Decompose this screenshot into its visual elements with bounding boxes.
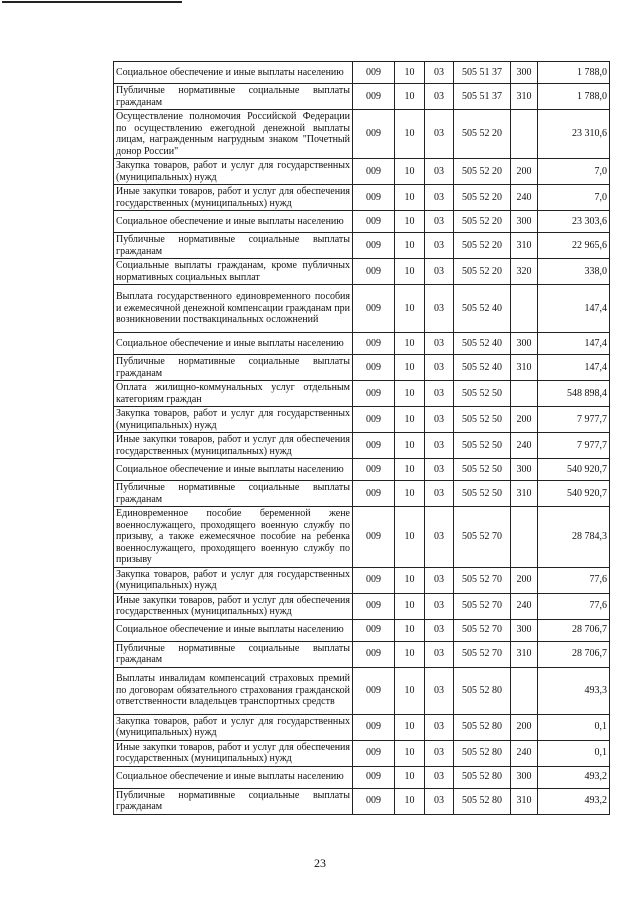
amount-cell: 548 898,4 bbox=[538, 381, 610, 407]
expense-type-code-cell bbox=[511, 667, 538, 714]
section-code-cell: 10 bbox=[395, 333, 425, 355]
subsection-code-cell: 03 bbox=[425, 185, 454, 211]
expense-type-code-cell: 300 bbox=[511, 766, 538, 788]
ved-code-cell: 009 bbox=[353, 381, 395, 407]
row-name-cell: Закупка товаров, работ и услуг для государственных (муниципальных) нужд bbox=[114, 159, 353, 185]
expense-type-code-cell: 200 bbox=[511, 407, 538, 433]
amount-cell: 1 788,0 bbox=[538, 62, 610, 84]
subsection-code-cell: 03 bbox=[425, 110, 454, 159]
table-row bbox=[114, 459, 610, 481]
row-name-cell: Публичные нормативные социальные выплаты гражданам bbox=[114, 481, 353, 507]
subsection-code-cell: 03 bbox=[425, 159, 454, 185]
expense-type-code-cell: 300 bbox=[511, 211, 538, 233]
section-code-cell: 10 bbox=[395, 285, 425, 333]
table-row bbox=[114, 62, 610, 84]
ved-code-cell: 009 bbox=[353, 740, 395, 766]
expense-type-code-cell: 300 bbox=[511, 62, 538, 84]
subsection-code-cell: 03 bbox=[425, 355, 454, 381]
row-name-cell: Иные закупки товаров, работ и услуг для обеспечения государственных (муниципальных) нужд bbox=[114, 593, 353, 619]
target-item-code-cell: 505 52 20 bbox=[454, 233, 511, 259]
table-row bbox=[114, 110, 610, 159]
table-row bbox=[114, 407, 610, 433]
section-code-cell: 10 bbox=[395, 667, 425, 714]
expense-type-code-cell: 240 bbox=[511, 185, 538, 211]
ved-code-cell: 009 bbox=[353, 333, 395, 355]
ved-code-cell: 009 bbox=[353, 211, 395, 233]
expense-type-code-cell: 300 bbox=[511, 619, 538, 641]
table-row bbox=[114, 641, 610, 667]
row-name-cell: Социальное обеспечение и иные выплаты населению bbox=[114, 459, 353, 481]
expense-type-code-cell: 310 bbox=[511, 481, 538, 507]
table-row bbox=[114, 355, 610, 381]
target-item-code-cell: 505 51 37 bbox=[454, 84, 511, 110]
expense-type-code-cell: 300 bbox=[511, 333, 538, 355]
ved-code-cell: 009 bbox=[353, 259, 395, 285]
subsection-code-cell: 03 bbox=[425, 766, 454, 788]
section-code-cell: 10 bbox=[395, 641, 425, 667]
row-name-cell: Иные закупки товаров, работ и услуг для обеспечения государственных (муниципальных) нужд bbox=[114, 433, 353, 459]
target-item-code-cell: 505 52 20 bbox=[454, 211, 511, 233]
section-code-cell: 10 bbox=[395, 233, 425, 259]
ved-code-cell: 009 bbox=[353, 714, 395, 740]
expense-type-code-cell bbox=[511, 285, 538, 333]
subsection-code-cell: 03 bbox=[425, 788, 454, 814]
section-code-cell: 10 bbox=[395, 714, 425, 740]
subsection-code-cell: 03 bbox=[425, 593, 454, 619]
table-row bbox=[114, 788, 610, 814]
subsection-code-cell: 03 bbox=[425, 714, 454, 740]
ved-code-cell: 009 bbox=[353, 593, 395, 619]
amount-cell: 493,3 bbox=[538, 667, 610, 714]
amount-cell: 28 784,3 bbox=[538, 507, 610, 568]
expense-type-code-cell bbox=[511, 381, 538, 407]
section-code-cell: 10 bbox=[395, 185, 425, 211]
target-item-code-cell: 505 52 20 bbox=[454, 110, 511, 159]
section-code-cell: 10 bbox=[395, 481, 425, 507]
table-row bbox=[114, 233, 610, 259]
page-number: 23 bbox=[314, 856, 326, 870]
ved-code-cell: 009 bbox=[353, 233, 395, 259]
subsection-code-cell: 03 bbox=[425, 333, 454, 355]
section-code-cell: 10 bbox=[395, 788, 425, 814]
section-code-cell: 10 bbox=[395, 593, 425, 619]
target-item-code-cell: 505 52 40 bbox=[454, 333, 511, 355]
target-item-code-cell: 505 52 20 bbox=[454, 259, 511, 285]
target-item-code-cell: 505 52 70 bbox=[454, 507, 511, 568]
subsection-code-cell: 03 bbox=[425, 481, 454, 507]
table-row bbox=[114, 159, 610, 185]
ved-code-cell: 009 bbox=[353, 788, 395, 814]
amount-cell: 493,2 bbox=[538, 766, 610, 788]
expense-type-code-cell: 240 bbox=[511, 740, 538, 766]
expense-type-code-cell: 240 bbox=[511, 433, 538, 459]
amount-cell: 338,0 bbox=[538, 259, 610, 285]
subsection-code-cell: 03 bbox=[425, 740, 454, 766]
table-row bbox=[114, 285, 610, 333]
row-name-cell: Социальное обеспечение и иные выплаты населению bbox=[114, 333, 353, 355]
amount-cell: 77,6 bbox=[538, 593, 610, 619]
table-row bbox=[114, 507, 610, 568]
row-name-cell: Социальное обеспечение и иные выплаты населению bbox=[114, 766, 353, 788]
amount-cell: 23 303,6 bbox=[538, 211, 610, 233]
table-row bbox=[114, 185, 610, 211]
subsection-code-cell: 03 bbox=[425, 62, 454, 84]
section-code-cell: 10 bbox=[395, 619, 425, 641]
section-code-cell: 10 bbox=[395, 355, 425, 381]
table-row bbox=[114, 619, 610, 641]
subsection-code-cell: 03 bbox=[425, 285, 454, 333]
target-item-code-cell: 505 52 50 bbox=[454, 381, 511, 407]
section-code-cell: 10 bbox=[395, 433, 425, 459]
table-body bbox=[114, 62, 610, 815]
amount-cell: 7,0 bbox=[538, 159, 610, 185]
table-row bbox=[114, 714, 610, 740]
amount-cell: 540 920,7 bbox=[538, 481, 610, 507]
amount-cell: 7 977,7 bbox=[538, 433, 610, 459]
expense-type-code-cell: 310 bbox=[511, 641, 538, 667]
section-code-cell: 10 bbox=[395, 211, 425, 233]
section-code-cell: 10 bbox=[395, 62, 425, 84]
ved-code-cell: 009 bbox=[353, 481, 395, 507]
row-name-cell: Иные закупки товаров, работ и услуг для обеспечения государственных (муниципальных) нужд bbox=[114, 740, 353, 766]
ved-code-cell: 009 bbox=[353, 667, 395, 714]
subsection-code-cell: 03 bbox=[425, 433, 454, 459]
table-row bbox=[114, 433, 610, 459]
table-row bbox=[114, 333, 610, 355]
subsection-code-cell: 03 bbox=[425, 507, 454, 568]
amount-cell: 147,4 bbox=[538, 285, 610, 333]
row-name-cell: Публичные нормативные социальные выплаты гражданам bbox=[114, 84, 353, 110]
row-name-cell: Закупка товаров, работ и услуг для государственных (муниципальных) нужд bbox=[114, 567, 353, 593]
row-name-cell: Социальное обеспечение и иные выплаты населению bbox=[114, 619, 353, 641]
expense-type-code-cell: 310 bbox=[511, 84, 538, 110]
row-name-cell: Выплата государственного единовременного пособия и ежемесячной денежной компенсации гражданам при возникновении поствакцинальных осложнений bbox=[114, 285, 353, 333]
ved-code-cell: 009 bbox=[353, 110, 395, 159]
row-name-cell: Публичные нормативные социальные выплаты гражданам bbox=[114, 355, 353, 381]
target-item-code-cell: 505 52 70 bbox=[454, 619, 511, 641]
amount-cell: 540 920,7 bbox=[538, 459, 610, 481]
table-row bbox=[114, 567, 610, 593]
expense-type-code-cell: 200 bbox=[511, 714, 538, 740]
target-item-code-cell: 505 52 80 bbox=[454, 667, 511, 714]
target-item-code-cell: 505 52 70 bbox=[454, 593, 511, 619]
ved-code-cell: 009 bbox=[353, 159, 395, 185]
section-code-cell: 10 bbox=[395, 84, 425, 110]
section-code-cell: 10 bbox=[395, 381, 425, 407]
ved-code-cell: 009 bbox=[353, 766, 395, 788]
ved-code-cell: 009 bbox=[353, 507, 395, 568]
subsection-code-cell: 03 bbox=[425, 233, 454, 259]
table-row bbox=[114, 381, 610, 407]
subsection-code-cell: 03 bbox=[425, 459, 454, 481]
subsection-code-cell: 03 bbox=[425, 567, 454, 593]
target-item-code-cell: 505 52 70 bbox=[454, 567, 511, 593]
section-code-cell: 10 bbox=[395, 567, 425, 593]
ved-code-cell: 009 bbox=[353, 619, 395, 641]
row-name-cell: Единовременное пособие беременной жене военнослужащего, проходящего военную службу по призыву, а также ежемесячное пособие на ребенка военнослужащего, проходящего военную службу по призыву bbox=[114, 507, 353, 568]
section-code-cell: 10 bbox=[395, 507, 425, 568]
target-item-code-cell: 505 52 80 bbox=[454, 766, 511, 788]
amount-cell: 28 706,7 bbox=[538, 619, 610, 641]
target-item-code-cell: 505 52 50 bbox=[454, 481, 511, 507]
ved-code-cell: 009 bbox=[353, 355, 395, 381]
row-name-cell: Социальное обеспечение и иные выплаты населению bbox=[114, 211, 353, 233]
subsection-code-cell: 03 bbox=[425, 84, 454, 110]
amount-cell: 23 310,6 bbox=[538, 110, 610, 159]
amount-cell: 0,1 bbox=[538, 714, 610, 740]
expense-type-code-cell: 310 bbox=[511, 788, 538, 814]
expense-type-code-cell bbox=[511, 507, 538, 568]
target-item-code-cell: 505 52 40 bbox=[454, 355, 511, 381]
target-item-code-cell: 505 52 80 bbox=[454, 788, 511, 814]
expense-type-code-cell bbox=[511, 110, 538, 159]
row-name-cell: Социальное обеспечение и иные выплаты населению bbox=[114, 62, 353, 84]
ved-code-cell: 009 bbox=[353, 641, 395, 667]
row-name-cell: Публичные нормативные социальные выплаты гражданам bbox=[114, 641, 353, 667]
expense-type-code-cell: 320 bbox=[511, 259, 538, 285]
target-item-code-cell: 505 52 20 bbox=[454, 159, 511, 185]
ved-code-cell: 009 bbox=[353, 185, 395, 211]
target-item-code-cell: 505 52 80 bbox=[454, 740, 511, 766]
table-row bbox=[114, 259, 610, 285]
ved-code-cell: 009 bbox=[353, 407, 395, 433]
row-name-cell: Иные закупки товаров, работ и услуг для обеспечения государственных (муниципальных) нужд bbox=[114, 185, 353, 211]
table-row bbox=[114, 84, 610, 110]
row-name-cell: Публичные нормативные социальные выплаты гражданам bbox=[114, 788, 353, 814]
row-name-cell: Выплаты инвалидам компенсаций страховых премий по договорам обязательного страхования гражданской ответственности владельцев транспортных средств bbox=[114, 667, 353, 714]
target-item-code-cell: 505 52 20 bbox=[454, 185, 511, 211]
top-rule bbox=[2, 1, 182, 3]
section-code-cell: 10 bbox=[395, 407, 425, 433]
budget-table bbox=[113, 61, 610, 815]
row-name-cell: Осуществление полномочия Российской Федерации по осуществлению ежегодной денежной выплаты лицам, награжденным нагрудным знаком "Почетный донор России" bbox=[114, 110, 353, 159]
ved-code-cell: 009 bbox=[353, 62, 395, 84]
section-code-cell: 10 bbox=[395, 459, 425, 481]
expense-type-code-cell: 310 bbox=[511, 233, 538, 259]
expense-type-code-cell: 200 bbox=[511, 567, 538, 593]
ved-code-cell: 009 bbox=[353, 285, 395, 333]
table-row bbox=[114, 481, 610, 507]
section-code-cell: 10 bbox=[395, 766, 425, 788]
amount-cell: 147,4 bbox=[538, 333, 610, 355]
expense-type-code-cell: 310 bbox=[511, 355, 538, 381]
section-code-cell: 10 bbox=[395, 259, 425, 285]
ved-code-cell: 009 bbox=[353, 567, 395, 593]
expense-type-code-cell: 300 bbox=[511, 459, 538, 481]
section-code-cell: 10 bbox=[395, 110, 425, 159]
subsection-code-cell: 03 bbox=[425, 667, 454, 714]
amount-cell: 1 788,0 bbox=[538, 84, 610, 110]
amount-cell: 0,1 bbox=[538, 740, 610, 766]
ved-code-cell: 009 bbox=[353, 433, 395, 459]
subsection-code-cell: 03 bbox=[425, 407, 454, 433]
target-item-code-cell: 505 52 50 bbox=[454, 459, 511, 481]
ved-code-cell: 009 bbox=[353, 84, 395, 110]
amount-cell: 77,6 bbox=[538, 567, 610, 593]
row-name-cell: Публичные нормативные социальные выплаты гражданам bbox=[114, 233, 353, 259]
target-item-code-cell: 505 52 50 bbox=[454, 433, 511, 459]
amount-cell: 22 965,6 bbox=[538, 233, 610, 259]
target-item-code-cell: 505 51 37 bbox=[454, 62, 511, 84]
amount-cell: 28 706,7 bbox=[538, 641, 610, 667]
table-row bbox=[114, 740, 610, 766]
subsection-code-cell: 03 bbox=[425, 381, 454, 407]
expense-type-code-cell: 200 bbox=[511, 159, 538, 185]
target-item-code-cell: 505 52 70 bbox=[454, 641, 511, 667]
table-row bbox=[114, 593, 610, 619]
table-row bbox=[114, 766, 610, 788]
amount-cell: 7 977,7 bbox=[538, 407, 610, 433]
amount-cell: 7,0 bbox=[538, 185, 610, 211]
subsection-code-cell: 03 bbox=[425, 259, 454, 285]
ved-code-cell: 009 bbox=[353, 459, 395, 481]
section-code-cell: 10 bbox=[395, 740, 425, 766]
target-item-code-cell: 505 52 40 bbox=[454, 285, 511, 333]
row-name-cell: Закупка товаров, работ и услуг для государственных (муниципальных) нужд bbox=[114, 407, 353, 433]
row-name-cell: Закупка товаров, работ и услуг для государственных (муниципальных) нужд bbox=[114, 714, 353, 740]
table-row bbox=[114, 667, 610, 714]
row-name-cell: Оплата жилищно-коммунальных услуг отдельным категориям граждан bbox=[114, 381, 353, 407]
row-name-cell: Социальные выплаты гражданам, кроме публичных нормативных социальных выплат bbox=[114, 259, 353, 285]
table-row bbox=[114, 211, 610, 233]
subsection-code-cell: 03 bbox=[425, 619, 454, 641]
amount-cell: 493,2 bbox=[538, 788, 610, 814]
expense-type-code-cell: 240 bbox=[511, 593, 538, 619]
target-item-code-cell: 505 52 50 bbox=[454, 407, 511, 433]
subsection-code-cell: 03 bbox=[425, 211, 454, 233]
target-item-code-cell: 505 52 80 bbox=[454, 714, 511, 740]
amount-cell: 147,4 bbox=[538, 355, 610, 381]
subsection-code-cell: 03 bbox=[425, 641, 454, 667]
section-code-cell: 10 bbox=[395, 159, 425, 185]
